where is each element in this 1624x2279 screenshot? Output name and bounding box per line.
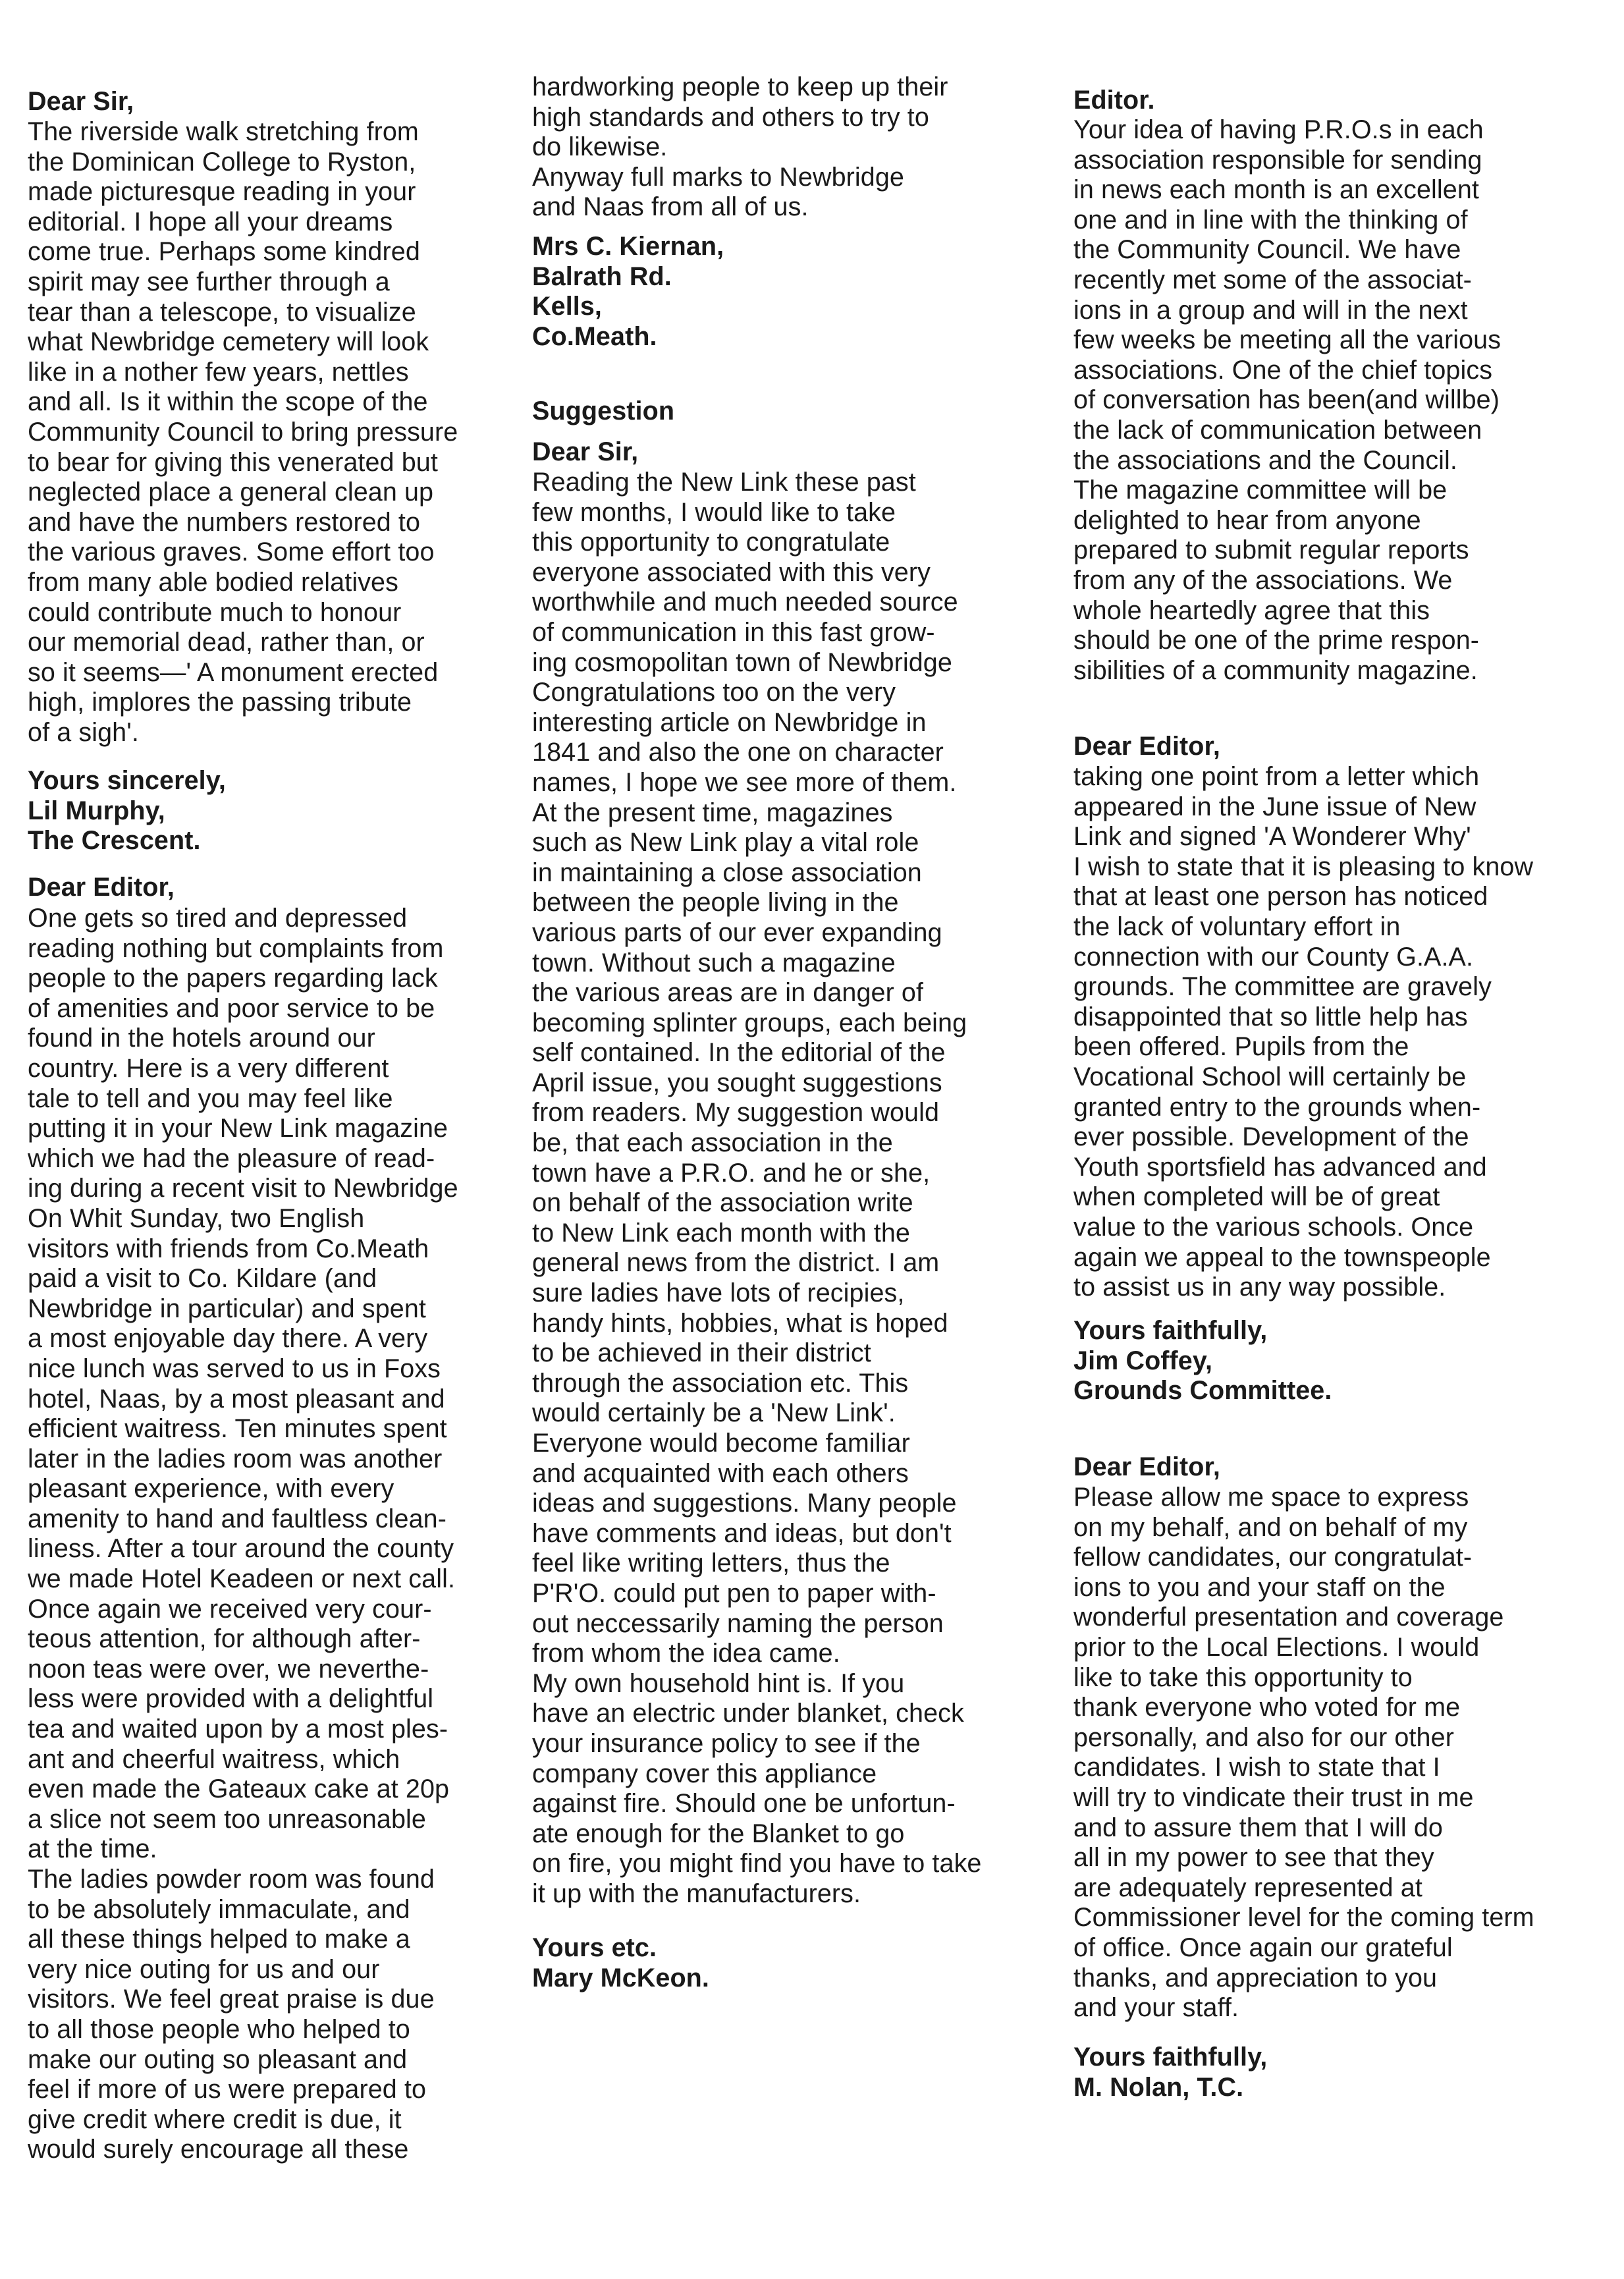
text-line: and have the numbers restored to bbox=[28, 507, 421, 537]
text-line: Dear Sir, bbox=[532, 437, 639, 466]
text-line: nice lunch was served to us in Foxs bbox=[28, 1354, 441, 1383]
text-line: putting it in your New Link magazine bbox=[28, 1114, 448, 1143]
text-line: the lack of communication between bbox=[1073, 415, 1482, 445]
text-line: from many able bodied relatives bbox=[28, 567, 398, 597]
text-line: of amenities and poor service to be bbox=[28, 993, 435, 1023]
text-line: to New Link each month with the bbox=[532, 1218, 910, 1248]
text-line: feel if more of us were prepared to bbox=[28, 2075, 427, 2104]
text-line: Reading the New Link these past bbox=[532, 468, 916, 497]
text-line: do likewise. bbox=[532, 132, 668, 162]
letter-3-salutation bbox=[532, 437, 1066, 468]
text-line: high, implores the passing tribute bbox=[28, 688, 412, 717]
editor-reply-heading bbox=[1073, 86, 1607, 116]
text-line: to be achieved in their district bbox=[532, 1338, 871, 1368]
text-line: come true. Perhaps some kindred bbox=[28, 237, 420, 267]
text-line: associations. One of the chief topics bbox=[1073, 355, 1493, 385]
text-line: from readers. My suggestion would bbox=[532, 1098, 940, 1128]
letter-3-body bbox=[532, 468, 1066, 1909]
text-line: made picturesque reading in your bbox=[28, 177, 416, 207]
text-line: delighted to hear from anyone bbox=[1073, 505, 1421, 535]
text-line: taking one point from a letter which bbox=[1073, 762, 1480, 791]
text-line: the lack of voluntary effort in bbox=[1073, 912, 1401, 941]
text-line: becoming splinter groups, each being bbox=[532, 1008, 967, 1037]
text-line: the Community Council. We have bbox=[1073, 235, 1461, 265]
letter-5-salutation bbox=[1073, 1452, 1607, 1483]
text-line: town have a P.R.O. and he or she, bbox=[532, 1158, 931, 1188]
text-line: personally, and also for our other bbox=[1073, 1722, 1454, 1752]
text-line: give credit where credit is due, it bbox=[28, 2104, 402, 2134]
text-line: in news each month is an excellent bbox=[1073, 175, 1479, 205]
text-line: efficient waitress. Ten minutes spent bbox=[28, 1414, 447, 1444]
text-line: Please allow me space to express bbox=[1073, 1483, 1469, 1512]
text-line: Commissioner level for the coming term bbox=[1073, 1903, 1534, 1933]
text-line: value to the various schools. Once bbox=[1073, 1212, 1474, 1242]
text-line: very nice outing for us and our bbox=[28, 1954, 380, 1984]
text-line: pleasant experience, with every bbox=[28, 1474, 394, 1504]
text-line: out neccessarily naming the person bbox=[532, 1608, 944, 1638]
text-line: in maintaining a close association bbox=[532, 858, 922, 887]
text-line: to bear for giving this venerated but bbox=[28, 447, 438, 477]
text-line: and to assure them that I will do bbox=[1073, 1813, 1443, 1842]
text-line: Your idea of having P.R.O.s in each bbox=[1073, 115, 1484, 144]
text-line: Balrath Rd. bbox=[532, 261, 672, 291]
text-line: Yours sincerely, bbox=[28, 766, 226, 795]
text-line: ing during a recent visit to Newbridge bbox=[28, 1174, 458, 1203]
text-line: even made the Gateaux cake at 20p bbox=[28, 1774, 450, 1804]
text-line: later in the ladies room was another bbox=[28, 1444, 443, 1473]
text-line: visitors. We feel great praise is due bbox=[28, 1985, 435, 2014]
text-line: so it seems—' A monument erected bbox=[28, 657, 439, 687]
text-line: make our outing so pleasant and bbox=[28, 2045, 408, 2074]
text-line: few weeks be meeting all the various bbox=[1073, 325, 1502, 355]
text-line: hotel, Naas, by a most pleasant and bbox=[28, 1384, 445, 1414]
text-line: on my behalf, and on behalf of my bbox=[1073, 1512, 1468, 1542]
letter-4-signature bbox=[1073, 1316, 1607, 1406]
text-line: that at least one person has noticed bbox=[1073, 882, 1488, 912]
text-line: hardworking people to keep up their bbox=[532, 72, 948, 101]
text-line: Everyone would become familiar bbox=[532, 1429, 910, 1458]
text-line: what Newbridge cemetery will look bbox=[28, 327, 429, 357]
text-line: general news from the district. I am bbox=[532, 1248, 940, 1278]
text-line: Dear Sir, bbox=[28, 87, 134, 116]
text-line: prior to the Local Elections. I would bbox=[1073, 1632, 1480, 1662]
text-line: prepared to submit regular reports bbox=[1073, 535, 1469, 565]
text-line: been offered. Pupils from the bbox=[1073, 1032, 1409, 1062]
text-line: sure ladies have lots of recipies, bbox=[532, 1278, 905, 1308]
text-line: 1841 and also the one on character bbox=[532, 738, 944, 767]
text-line: The riverside walk stretching from bbox=[28, 117, 419, 146]
text-line: ideas and suggestions. Many people bbox=[532, 1489, 957, 1518]
text-line: amenity to hand and faultless clean- bbox=[28, 1504, 447, 1533]
text-line: from any of the associations. We bbox=[1073, 565, 1453, 595]
text-line: noon teas were over, we neverthe- bbox=[28, 1654, 429, 1684]
text-line: the various areas are in danger of bbox=[532, 978, 924, 1008]
text-line: At the present time, magazines bbox=[532, 798, 893, 827]
text-line: P'R'O. could put pen to paper with- bbox=[532, 1578, 936, 1608]
text-line: wonderful presentation and coverage bbox=[1073, 1603, 1504, 1632]
text-line: grounds. The committee are gravely bbox=[1073, 972, 1492, 1002]
text-line: liness. After a tour around the county bbox=[28, 1534, 454, 1564]
text-line: Newbridge in particular) and spent bbox=[28, 1294, 427, 1323]
text-line: Vocational School will certainly be bbox=[1073, 1062, 1467, 1091]
text-line: Kells, bbox=[532, 292, 602, 321]
text-line: should be one of the prime respon- bbox=[1073, 626, 1480, 655]
section-heading-suggestion bbox=[532, 397, 1066, 427]
text-line: Yours faithfully, bbox=[1073, 2043, 1268, 2072]
text-line: interesting article on Newbridge in bbox=[532, 707, 927, 737]
text-line: people to the papers regarding lack bbox=[28, 964, 438, 993]
text-line: Anyway full marks to Newbridge bbox=[532, 162, 904, 192]
text-line: thanks, and appreciation to you bbox=[1073, 1963, 1438, 1992]
text-line: recently met some of the associat- bbox=[1073, 265, 1472, 294]
text-line: Congratulations too on the very bbox=[532, 678, 896, 707]
text-line: Youth sportsfield has advanced and bbox=[1073, 1152, 1487, 1182]
text-line: sibilities of a community magazine. bbox=[1073, 655, 1478, 685]
text-line: Mary McKeon. bbox=[532, 1963, 709, 1992]
text-line: company cover this appliance bbox=[532, 1759, 877, 1788]
text-line: Dear Editor, bbox=[28, 873, 175, 902]
text-line: on fire, you might find you have to take bbox=[532, 1849, 982, 1879]
letter-2-salutation bbox=[28, 873, 548, 903]
text-line: The magazine committee will be bbox=[1073, 476, 1448, 505]
text-line: it up with the manufacturers. bbox=[532, 1879, 861, 1908]
text-line: candidates. I wish to state that I bbox=[1073, 1753, 1440, 1782]
text-line: to all those people who helped to bbox=[28, 2014, 410, 2044]
text-line: your insurance policy to see if the bbox=[532, 1728, 921, 1758]
text-line: have an electric under blanket, check bbox=[532, 1699, 964, 1728]
text-line: worthwhile and much needed source bbox=[532, 588, 958, 617]
text-line: town. Without such a magazine bbox=[532, 948, 896, 977]
text-line: tea and waited upon by a most ples- bbox=[28, 1715, 448, 1744]
text-line: ate enough for the Blanket to go bbox=[532, 1819, 905, 1848]
text-line: less were provided with a delightful bbox=[28, 1684, 434, 1714]
letter-1-body bbox=[28, 117, 548, 748]
text-line: the Dominican College to Ryston, bbox=[28, 147, 416, 177]
text-line: found in the hotels around our bbox=[28, 1024, 375, 1053]
text-line: feel like writing letters, thus the bbox=[532, 1549, 890, 1578]
letter-4-body bbox=[1073, 762, 1607, 1303]
text-line: teous attention, for although after- bbox=[28, 1624, 421, 1654]
text-line: granted entry to the grounds when- bbox=[1073, 1092, 1481, 1122]
text-line: tear than a telescope, to visualize bbox=[28, 297, 416, 327]
text-line: from whom the idea came. bbox=[532, 1639, 840, 1668]
text-line: Dear Editor, bbox=[1073, 732, 1220, 761]
text-line: all in my power to see that they bbox=[1073, 1843, 1434, 1873]
text-line: fellow candidates, our congratulat- bbox=[1073, 1543, 1473, 1572]
text-line: association responsible for sending bbox=[1073, 145, 1482, 175]
text-line: ing cosmopolitan town of Newbridge bbox=[532, 647, 952, 677]
text-line: disappointed that so little help has bbox=[1073, 1002, 1468, 1031]
text-line: and Naas from all of us. bbox=[532, 192, 809, 222]
text-line: tale to tell and you may feel like bbox=[28, 1084, 393, 1113]
text-line: The ladies powder room was found bbox=[28, 1865, 435, 1894]
text-line: and all. Is it within the scope of the bbox=[28, 387, 428, 417]
text-line: when completed will be of great bbox=[1073, 1182, 1440, 1212]
text-line: visitors with friends from Co.Meath bbox=[28, 1234, 429, 1263]
text-line: of communication in this fast grow- bbox=[532, 617, 935, 647]
text-line: paid a visit to Co. Kildare (and bbox=[28, 1264, 377, 1294]
text-line: our memorial dead, rather than, or bbox=[28, 628, 425, 657]
text-line: to assist us in any way possible. bbox=[1073, 1273, 1446, 1302]
text-line: will try to vindicate their trust in me bbox=[1073, 1782, 1474, 1812]
text-line: to be absolutely immaculate, and bbox=[28, 1894, 410, 1924]
text-line: Editor. bbox=[1073, 86, 1155, 115]
text-line: ions to you and your staff on the bbox=[1073, 1572, 1446, 1602]
text-line: Co.Meath. bbox=[532, 321, 657, 351]
text-line: various parts of our ever expanding bbox=[532, 918, 942, 947]
text-line: high standards and others to try to bbox=[532, 102, 929, 132]
text-line: Lil Murphy, bbox=[28, 796, 165, 825]
text-line: ions in a group and will in the next bbox=[1073, 295, 1468, 325]
text-line: of conversation has been(and willbe) bbox=[1073, 385, 1500, 415]
text-line: country. Here is a very different bbox=[28, 1053, 389, 1083]
text-line: this opportunity to congratulate bbox=[532, 528, 890, 557]
text-line: we made Hotel Keadeen or next call. bbox=[28, 1564, 456, 1594]
text-line: between the people living in the bbox=[532, 888, 899, 918]
text-line: neglected place a general clean up bbox=[28, 478, 434, 507]
text-line: handy hints, hobbies, what is hoped bbox=[532, 1308, 948, 1338]
text-line: at the time. bbox=[28, 1834, 157, 1864]
text-line: Dear Editor, bbox=[1073, 1452, 1220, 1481]
text-line: a slice not seem too unreasonable bbox=[28, 1804, 426, 1834]
text-line: Grounds Committee. bbox=[1073, 1376, 1332, 1406]
text-line: of a sigh'. bbox=[28, 717, 139, 747]
text-line: The Crescent. bbox=[28, 826, 201, 856]
text-line: are adequately represented at bbox=[1073, 1873, 1422, 1902]
text-line: Yours faithfully, bbox=[1073, 1316, 1268, 1345]
text-line: Jim Coffey, bbox=[1073, 1346, 1213, 1375]
text-line: whole heartedly agree that this bbox=[1073, 595, 1430, 625]
letter-1-signature bbox=[28, 766, 548, 856]
text-line: Mrs C. Kiernan, bbox=[532, 232, 724, 261]
text-line: again we appeal to the townspeople bbox=[1073, 1242, 1491, 1272]
text-line: spirit may see further through a bbox=[28, 267, 390, 296]
text-line: of office. Once again our grateful bbox=[1073, 1933, 1453, 1962]
text-line: names, I hope we see more of them. bbox=[532, 767, 957, 797]
text-line: which we had the pleasure of read- bbox=[28, 1143, 435, 1173]
text-line: few months, I would like to take bbox=[532, 497, 896, 527]
letter-2-body-continued bbox=[532, 72, 1066, 223]
text-line: Once again we received very cour- bbox=[28, 1594, 432, 1624]
text-line: April issue, you sought suggestions bbox=[532, 1068, 942, 1097]
letter-1-salutation bbox=[28, 87, 548, 117]
text-line: M. Nolan, T.C. bbox=[1073, 2072, 1244, 2102]
text-line: connection with our County G.A.A. bbox=[1073, 942, 1474, 972]
text-line: Link and signed 'A Wonderer Why' bbox=[1073, 822, 1471, 852]
letter-3-signature bbox=[532, 1933, 1066, 1993]
text-line: thank everyone who voted for me bbox=[1073, 1693, 1461, 1722]
text-line: reading nothing but complaints from bbox=[28, 933, 444, 963]
text-line: Suggestion bbox=[532, 397, 675, 426]
text-line: appeared in the June issue of New bbox=[1073, 792, 1476, 821]
text-line: would certainly be a 'New Link'. bbox=[532, 1398, 896, 1428]
text-line: and your staff. bbox=[1073, 1993, 1239, 2023]
letter-2-signature bbox=[532, 232, 1066, 352]
text-line: editorial. I hope all your dreams bbox=[28, 207, 393, 236]
text-line: I wish to state that it is pleasing to know bbox=[1073, 852, 1534, 881]
text-line: like to take this opportunity to bbox=[1073, 1662, 1413, 1692]
text-line: one and in line with the thinking of bbox=[1073, 205, 1468, 234]
text-line: self contained. In the editorial of the bbox=[532, 1038, 946, 1068]
letter-2-body bbox=[28, 904, 548, 2165]
text-line: and acquainted with each others bbox=[532, 1458, 909, 1488]
text-line: could contribute much to honour bbox=[28, 597, 402, 627]
text-line: all these things helped to make a bbox=[28, 1925, 410, 1954]
text-line: such as New Link play a vital role bbox=[532, 828, 919, 858]
text-line: on behalf of the association write bbox=[532, 1188, 913, 1218]
text-line: would surely encourage all these bbox=[28, 2135, 409, 2164]
text-line: like in a nother few years, nettles bbox=[28, 357, 409, 387]
text-line: a most enjoyable day there. A very bbox=[28, 1324, 428, 1354]
text-line: the various graves. Some effort too bbox=[28, 537, 435, 567]
text-line: ever possible. Development of the bbox=[1073, 1122, 1469, 1152]
text-line: ant and cheerful waitress, which bbox=[28, 1744, 400, 1774]
text-line: everyone associated with this very bbox=[532, 557, 931, 587]
text-line: against fire. Should one be unfortun- bbox=[532, 1789, 956, 1819]
text-line: One gets so tired and depressed bbox=[28, 904, 408, 933]
text-line: My own household hint is. If you bbox=[532, 1668, 905, 1698]
letter-5-signature bbox=[1073, 2043, 1607, 2102]
text-line: be, that each association in the bbox=[532, 1128, 893, 1158]
text-line: the associations and the Council. bbox=[1073, 445, 1457, 475]
text-line: On Whit Sunday, two English bbox=[28, 1203, 365, 1233]
text-line: Yours etc. bbox=[532, 1933, 657, 1962]
text-line: Community Council to bring pressure bbox=[28, 417, 458, 447]
text-line: through the association etc. This bbox=[532, 1368, 909, 1398]
editor-reply-body bbox=[1073, 115, 1607, 686]
letter-4-salutation bbox=[1073, 732, 1607, 762]
letter-5-body bbox=[1073, 1483, 1607, 2023]
text-line: have comments and ideas, but don't bbox=[532, 1518, 952, 1548]
